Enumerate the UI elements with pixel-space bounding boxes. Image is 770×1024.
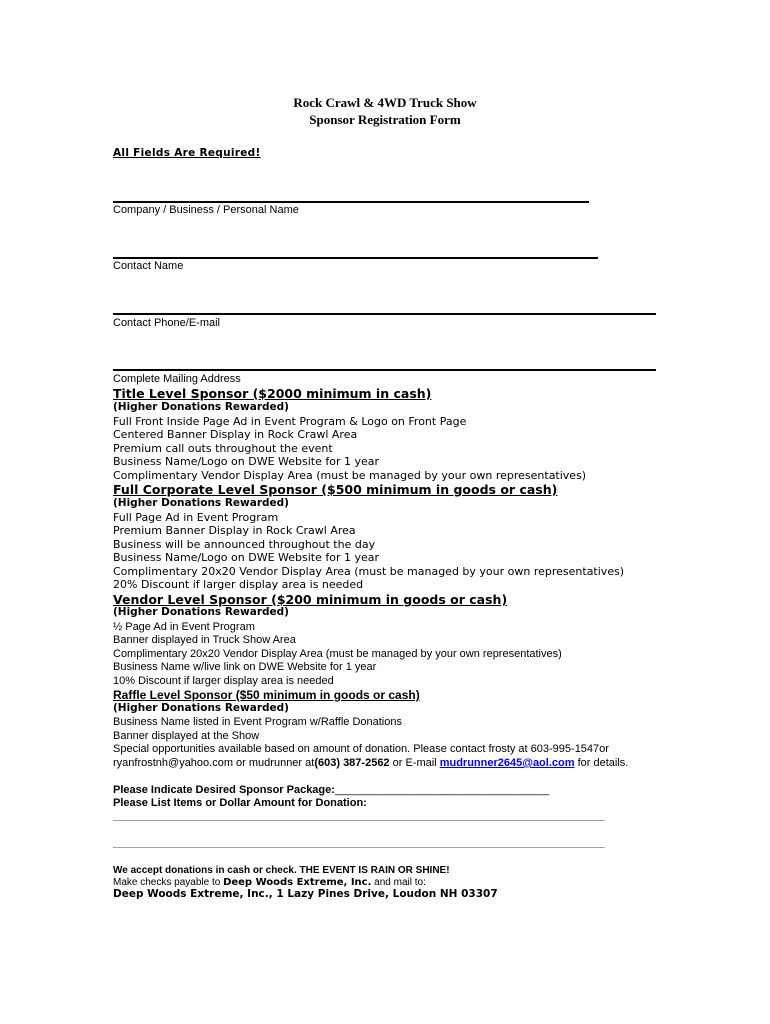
corporate-sponsor-item: Premium Banner Display in Rock Crawl Area [113, 524, 356, 537]
vendor-sponsor-note: (Higher Donations Rewarded) [113, 606, 289, 618]
title-sponsor-item: Premium call outs throughout the event [113, 442, 333, 455]
raffle-contact-line [113, 757, 628, 769]
package-input[interactable]: ___________________________________ [334, 784, 550, 796]
title-sponsor-heading: Title Level Sponsor ($2000 minimum in cash) [113, 386, 432, 401]
donation-input-line[interactable]: _____________________________________________________________________________________________________________ [113, 811, 605, 821]
contact-name-field[interactable] [113, 257, 598, 259]
contact-phone: (603) 387-2562 [314, 757, 390, 769]
contact-phone-email-label: Contact Phone/E-mail [113, 317, 220, 329]
raffle-sponsor-item: Banner displayed at the Show [113, 730, 260, 742]
raffle-sponsor-note: (Higher Donations Rewarded) [113, 702, 289, 714]
accept-donations-note: We accept donations in cash or check. THE EVENT IS RAIN OR SHINE! [113, 865, 450, 876]
corporate-sponsor-heading: Full Corporate Level Sponsor ($500 minimum in goods or cash) [113, 482, 558, 497]
corporate-sponsor-note: (Higher Donations Rewarded) [113, 497, 289, 509]
vendor-sponsor-heading: Vendor Level Sponsor ($200 minimum in goods or cash) [113, 592, 508, 607]
corporate-sponsor-item: Complimentary 20x20 Vendor Display Area (must be managed by your own representatives) [113, 565, 625, 578]
mailing-address: Deep Woods Extreme, Inc., 1 Lazy Pines Drive, Loudon NH 03307 [113, 888, 498, 900]
raffle-contact-text: Special opportunities available based on amount of donation. Please contact frosty at 603-995-1547or [113, 743, 609, 755]
donation-amount-label: Please List Items or Dollar Amount for Donation: [113, 797, 367, 809]
donation-input-line[interactable]: _____________________________________________________________________________________________________________ [113, 838, 605, 848]
title-sponsor-item: Complimentary Vendor Display Area (must be managed by your own representatives) [113, 469, 587, 482]
corporate-sponsor-item: Business will be announced throughout the day [113, 538, 376, 551]
mailing-address-label: Complete Mailing Address [113, 373, 241, 385]
vendor-sponsor-item: 10% Discount if larger display area is needed [113, 675, 334, 687]
title-sponsor-item: Full Front Inside Page Ad in Event Program & Logo on Front Page [113, 415, 467, 428]
email-link[interactable]: mudrunner2645@aol.com [439, 757, 575, 769]
contact-email-text: ryanfrostnh@yahoo.com or mudrunner at [113, 757, 315, 769]
corporate-sponsor-item: Business Name/Logo on DWE Website for 1 year [113, 551, 380, 564]
vendor-sponsor-item: Business Name w/live link on DWE Website for 1 year [113, 661, 377, 673]
company-name-label: Company / Business / Personal Name [113, 204, 299, 216]
corporate-sponsor-item: 20% Discount if larger display area is needed [113, 578, 364, 591]
company-name-field[interactable] [113, 201, 589, 203]
checks-prefix: Make checks payable to [113, 877, 224, 888]
mailing-address-field[interactable] [113, 369, 656, 371]
package-label: Please Indicate Desired Sponsor Package: [113, 784, 335, 796]
contact-email-label: or E-mail [389, 757, 440, 769]
vendor-sponsor-item: Complimentary 20x20 Vendor Display Area (must be managed by your own representatives) [113, 648, 562, 660]
title-sponsor-item: Business Name/Logo on DWE Website for 1 year [113, 455, 380, 468]
raffle-sponsor-item: Business Name listed in Event Program w/Raffle Donations [113, 716, 402, 728]
corporate-sponsor-item: Full Page Ad in Event Program [113, 511, 279, 524]
payee-name: Deep Woods Extreme, Inc. [223, 877, 372, 888]
contact-suffix: for details. [574, 757, 629, 769]
form-subtitle: Sponsor Registration Form [309, 112, 461, 127]
checks-suffix: and mail to: [371, 877, 426, 888]
package-selection-row [113, 784, 549, 796]
checks-payable-line [113, 877, 426, 888]
vendor-sponsor-item: Banner displayed in Truck Show Area [113, 634, 296, 646]
required-note: All Fields Are Required! [113, 147, 261, 159]
contact-name-label: Contact Name [113, 260, 184, 272]
raffle-sponsor-heading: Raffle Level Sponsor ($50 minimum in goods or cash) [113, 688, 420, 702]
vendor-sponsor-item: ½ Page Ad in Event Program [113, 621, 255, 633]
contact-phone-email-field[interactable] [113, 313, 656, 315]
form-title: Rock Crawl & 4WD Truck Show [293, 95, 477, 110]
title-sponsor-item: Centered Banner Display in Rock Crawl Area [113, 428, 358, 441]
title-sponsor-note: (Higher Donations Rewarded) [113, 401, 289, 413]
